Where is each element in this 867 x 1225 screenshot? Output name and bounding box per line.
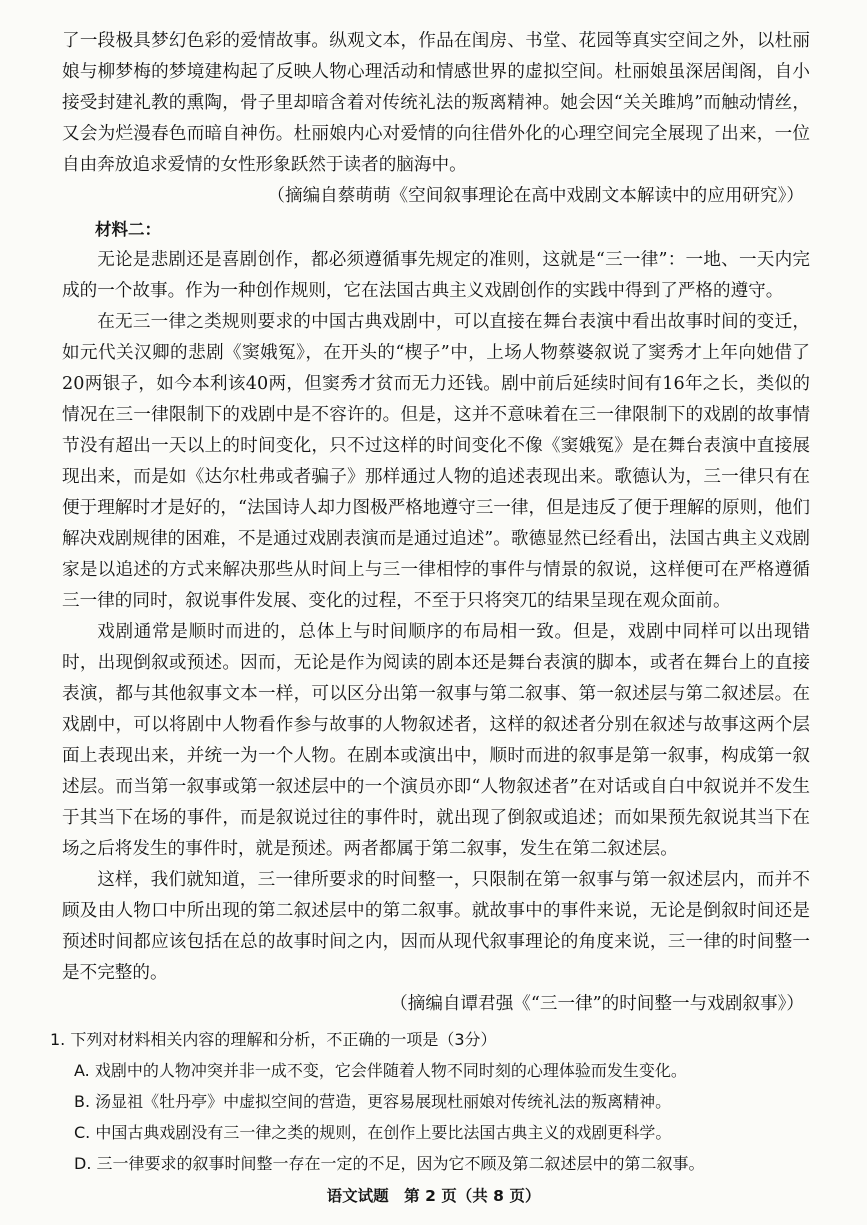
- material1-source: （摘编自蔡萌萌《空间叙事理论在高中戏剧文本解读中的应用研究》）: [267, 186, 804, 206]
- exam-page: [50, 26, 810, 1179]
- material2-heading: 材料二：: [95, 220, 161, 239]
- option-d: D. 三一律要求的叙事时间整一存在一定的不足，因为它不顾及第二叙述层中的第二叙事。: [74, 1154, 705, 1173]
- material2-paragraph: 无论是悲剧还是喜剧创作，都必须遵循事先规定的准则，这就是“三一律”：一地、一天内完成的一个故事。作为一种创作规则，它在法国古典主义戏剧创作的实践中得到了严格的遵守。: [62, 250, 810, 301]
- option-a: A. 戏剧中的人物冲突并非一成不变，它会伴随着人物不同时刻的心理体验而发生变化。: [74, 1061, 687, 1080]
- option-b: B. 汤显祖《牡丹亭》中虚拟空间的营造，更容易展现杜丽娘对传统礼法的叛离精神。: [74, 1092, 672, 1111]
- material2-paragraph: 在无三一律之类规则要求的中国古典戏剧中，可以直接在舞台表演中看出故事时间的变迁，如元代关汉卿的悲剧《窦娥冤》，在开头的“楔子”中，上场人物蔡婆叙说了窦秀才上年向她借了20两银子，如今本利该40两，但窦秀才贫而无力还钱。剧中前后延续时间有16年之长，类似的情况在三一律限制下的戏剧中是不容许的。但是，这并不意味着在三一律限制下的戏剧的故事情节没有超出一天以上的时间变化，只不过这样的时间变化不像《窦娥冤》是在舞台表演中直接展现出来，而是如《达尔杜弗或者骗子》那样通过人物的追述表现出来。歌德认为，三一律只有在便于理解时才是好的，“法国诗人却力图极严格地遵守三一律，但是违反了便于理解的原则，他们解决戏剧规律的困难，不是通过戏剧表演而是通过追述”。歌德显然已经看出，法国古典主义戏剧家是以追述的方式来解决那些从时间上与三一律相悖的事件与情景的叙说，这样便可在严格遵循三一律的同时，叙说事件发展、变化的过程，不至于只将突兀的结果呈现在观众面前。: [62, 312, 810, 611]
- option-c: C. 中国古典戏剧没有三一律之类的规则，在创作上要比法国古典主义的戏剧更科学。: [74, 1123, 672, 1142]
- material2-paragraph: 这样，我们就知道，三一律所要求的时间整一，只限制在第一叙事与第一叙述层内，而并不顾及由人物口中所出现的第二叙述层中的第二叙事。就故事中的事件来说，无论是倒叙时间还是预述时间都应该包括在总的故事时间之内，因而从现代叙事理论的角度来说，三一律的时间整一是不完整的。: [62, 870, 810, 983]
- material2-paragraph: 戏剧通常是顺时而进的，总体上与时间顺序的布局相一致。但是，戏剧中同样可以出现错时，出现倒叙或预述。因而，无论是作为阅读的剧本还是舞台表演的脚本，或者在舞台上的直接表演，都与其他叙事文本一样，可以区分出第一叙事与第二叙事、第一叙述层与第二叙述层。在戏剧中，可以将剧中人物看作参与故事的人物叙述者，这样的叙述者分别在叙述与故事这两个层面上表现出来，并统一为一个人物。在剧本或演出中，顺时而进的叙事是第一叙事，构成第一叙述层。而当第一叙事或第一叙述层中的一个演员亦即“人物叙述者”在对话或自白中叙说并不发生于其当下在场的事件，而是叙说过往的事件时，就出现了倒叙或追述；而如果预先叙说其当下在场之后将发生的事件时，就是预述。两者都属于第二叙事，发生在第二叙述层。: [62, 622, 810, 859]
- question-stem: 1. 下列对材料相关内容的理解和分析，不正确的一项是（3分）: [50, 1030, 497, 1049]
- material1-paragraph: 了一段极具梦幻色彩的爱情故事。纵观文本，作品在闺房、书堂、花园等真实空间之外，以杜丽娘与柳梦梅的梦境建构起了反映人物心理活动和情感世界的虚拟空间。杜丽娘虽深居闺阁，自小接受封建礼教的熏陶，骨子里却暗含着对传统礼法的叛离精神。她会因“关关雎鸠”而触动情丝，又会为烂漫春色而暗自神伤。杜丽娘内心对爱情的向往借外化的心理空间完全展现了出来，一位自由奔放追求爱情的女性形象跃然于读者的脑海中。: [62, 31, 810, 175]
- material2-source: （摘编自谭君强《“三一律”的时间整一与戏剧叙事》）: [390, 994, 804, 1014]
- page-footer: 语文试题 第 2 页（共 8 页）: [326, 1187, 541, 1205]
